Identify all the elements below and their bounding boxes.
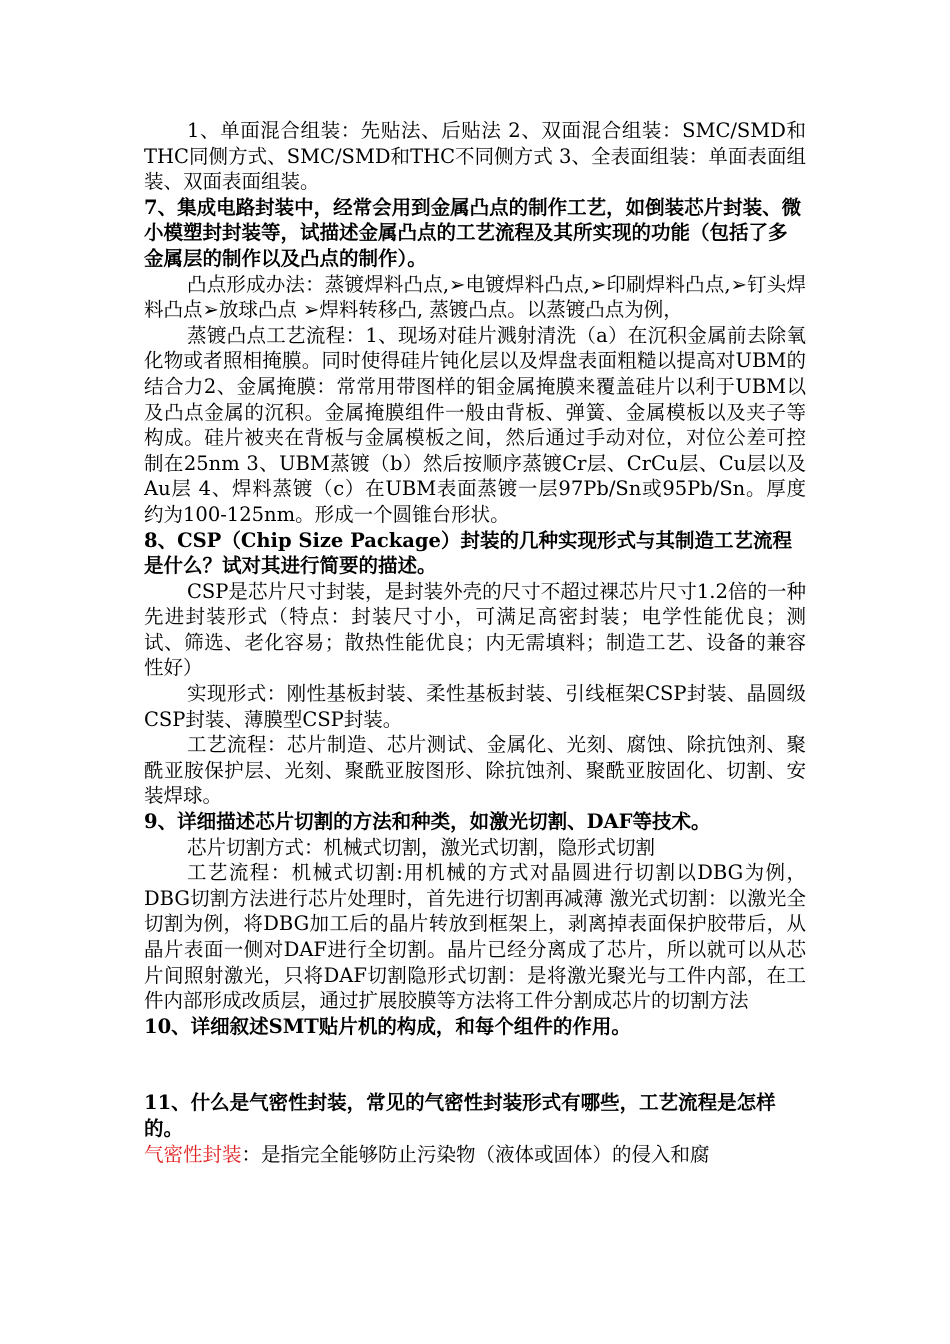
paragraph-csp-process: 工艺流程：芯片制造、芯片测试、金属化、光刻、腐蚀、除抗蚀剂、聚酰亚胺保护层、光刻、聚酰亚胺图形、除抗蚀剂、聚酰亚胺固化、切割、安装焊球。 — [144, 733, 806, 808]
question-11-heading: 11、什么是气密性封装，常见的气密性封装形式有哪些，工艺流程是怎样的。 — [144, 1091, 776, 1140]
question-7-heading: 7、集成电路封装中，经常会用到金属凸点的制作工艺，如倒装芯片封装、微小模塑封封装等，试描述金属凸点的工艺流程及其所实现的功能（包括了多金属层的制作以及凸点的制作）。 — [144, 195, 802, 270]
hermetic-term: 气密性封装 — [144, 1142, 242, 1166]
blank-space — [144, 1039, 806, 1090]
question-9-heading: 9、详细描述芯片切割的方法和种类，如激光切割、DAF等技术。 — [144, 810, 711, 834]
paragraph-hermetic-definition — [144, 1142, 806, 1168]
document-page — [144, 118, 806, 1167]
paragraph-csp-definition: CSP是芯片尺寸封装，是封装外壳的尺寸不超过裸芯片尺寸1.2倍的一种先进封装形式（特点：封装尺寸小，可满足高密封装；电学性能优良；测试、筛选、老化容易；散热性能优良；内无需填料；制造工艺、设备的兼容性好） — [144, 579, 806, 680]
paragraph-csp-forms: 实现形式：刚性基板封装、柔性基板封装、引线框架CSP封装、晶圆级CSP封装、薄膜型CSP封装。 — [144, 682, 806, 731]
paragraph-bump-methods: 凸点形成办法：蒸镀焊料凸点,➢电镀焊料凸点,➢印刷焊料凸点,➢钉头焊料凸点➢放球凸点 ➢焊料转移凸, 蒸镀凸点。以蒸镀凸点为例， — [144, 272, 806, 322]
hermetic-definition-text: ：是指完全能够防止污染物（液体或固体）的侵入和腐 — [241, 1142, 710, 1166]
paragraph-dicing-methods: 芯片切割方式：机械式切割，激光式切割，隐形式切割 — [187, 835, 656, 859]
question-10-heading: 10、详细叙述SMT贴片机的构成，和每个组件的作用。 — [144, 1014, 631, 1038]
paragraph-evaporation-process: 蒸镀凸点工艺流程：1、现场对硅片溅射清洗（a）在沉积金属前去除氧化物或者照相掩膜。同时使得硅片钝化层以及焊盘表面粗糙以提高对UBM的结合力2、金属掩膜：常常用带图样的钼金属掩膜来覆盖硅片以利于UBM以及凸点金属的沉积。金属掩膜组件一般由背板、弹簧、金属模板以及夹子等构成。硅片被夹在背板与金属模板之间，然后通过手动对位，对位公差可控制在25nm 3、UBM蒸镀（b）然后按顺序蒸镀Cr层、CrCu层、Cu层以及Au层 4、焊料蒸镀（c）在UBM表面蒸镀一层97Pb/Sn或95Pb/Sn。厚度约为100-125nm。形成一个圆锥台形状。 — [144, 323, 806, 526]
question-8-heading: 8、CSP（Chip Size Package）封装的几种实现形式与其制造工艺流程是什么？试对其进行简要的描述。 — [144, 528, 792, 578]
paragraph-dicing-process: 工艺流程：机械式切割:用机械的方式对晶圆进行切割以DBG为例，DBG切割方法进行芯片处理时，首先进行切割再减薄 激光式切割：以激光全切割为例，将DBG加工后的晶片转放到框架上，剥离掉表面保护胶带后，从晶片表面一侧对DAF进行全切割。晶片已经分离成了芯片，所以就可以从芯片间照射激光，只将DAF切割隐形式切割：是将激光聚光与工件内部，在工件内部形成改质层，通过扩展胶膜等方法将工件分割成芯片的切割方法 — [144, 861, 806, 1013]
paragraph-assembly-types: 1、单面混合组装：先贴法、后贴法 2、双面混合组装：SMC/SMD和THC同侧方式、SMC/SMD和THC不同侧方式 3、全表面组装：单面表面组装、双面表面组装。 — [144, 119, 806, 194]
